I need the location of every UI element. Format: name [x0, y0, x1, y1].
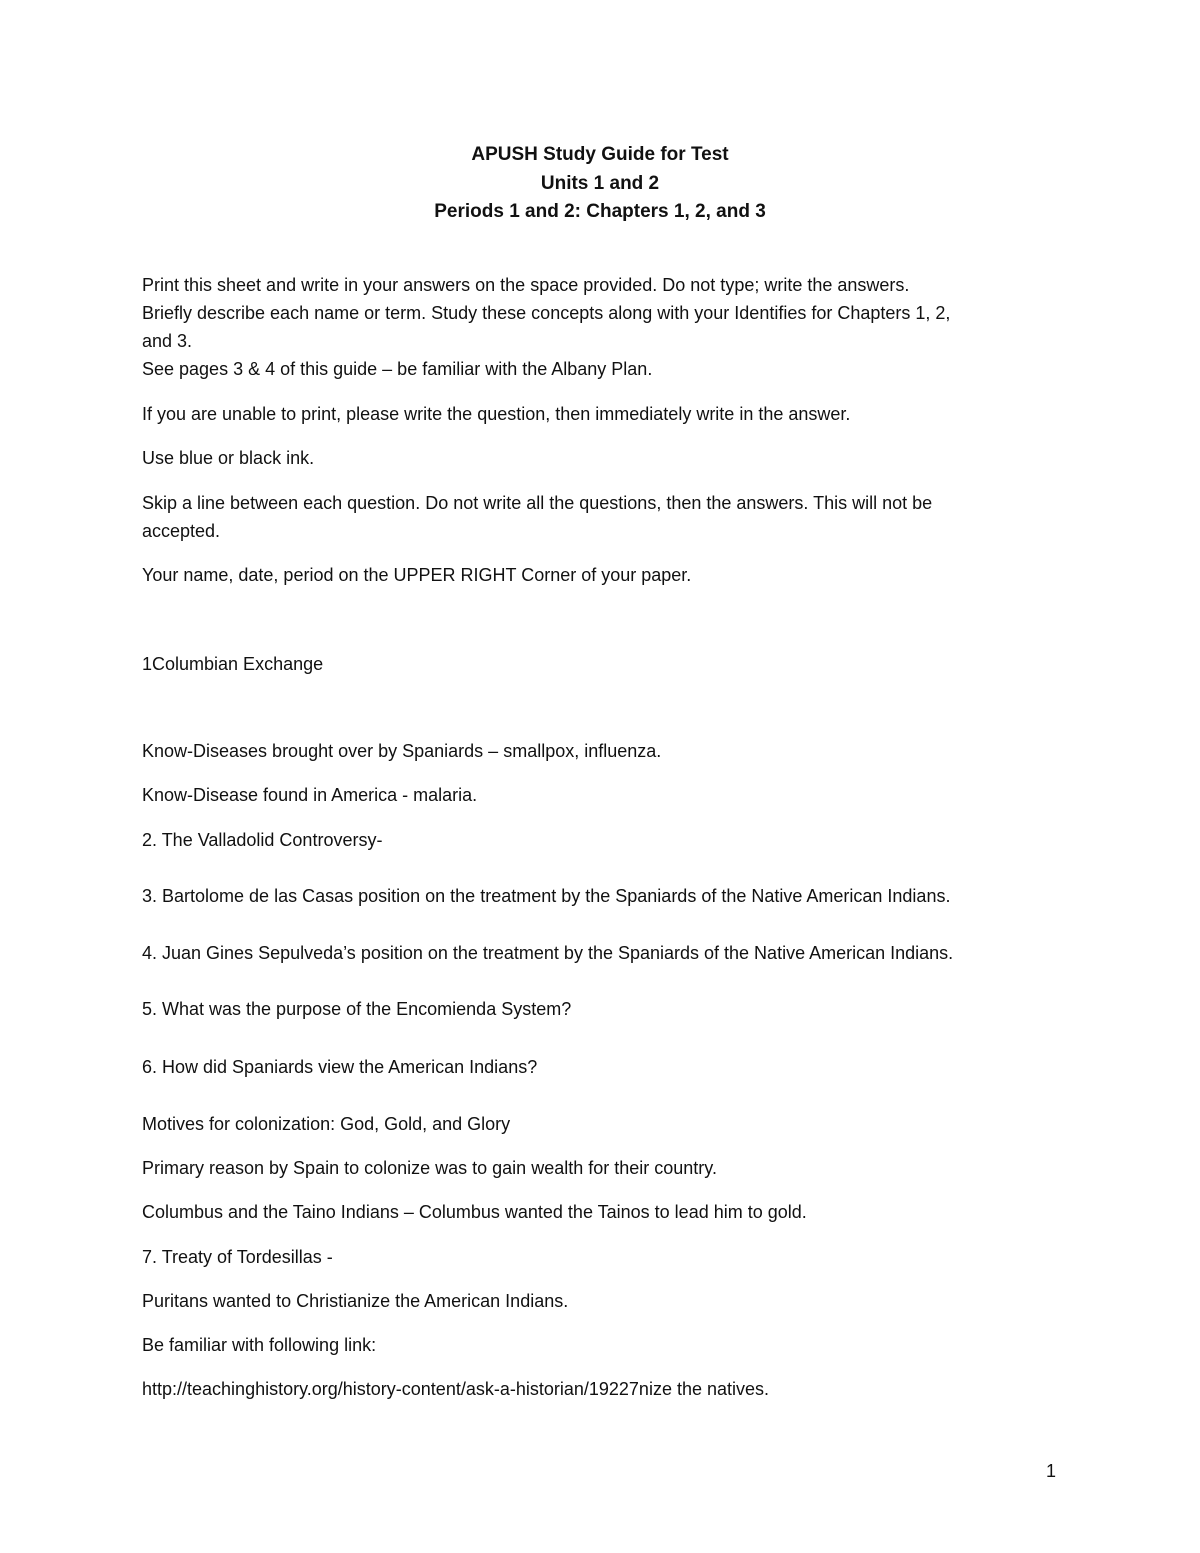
instruction-ink: Use blue or black ink. — [142, 448, 315, 468]
note-primary-reason: Primary reason by Spain to colonize was to gain wealth for their country. — [142, 1158, 717, 1178]
question-2: 2. The Valladolid Controversy- — [142, 830, 383, 850]
instruction-albany-plan: See pages 3 & 4 of this guide – be familiar with the Albany Plan. — [142, 359, 653, 379]
instruction-intro-line-1: Print this sheet and write in your answers on the space provided. Do not type; write the answers. — [142, 275, 910, 295]
question-4: 4. Juan Gines Sepulveda’s position on the treatment by the Spaniards of the Native American Indians. — [142, 943, 954, 963]
instruction-intro-line-2: Briefly describe each name or term. Study these concepts along with your Identifies for Chapters 1, 2, — [142, 303, 951, 323]
note-puritans: Puritans wanted to Christianize the American Indians. — [142, 1291, 569, 1311]
page-title: APUSH Study Guide for Test — [471, 144, 729, 165]
instruction-skip-line-2: accepted. — [142, 521, 221, 541]
question-5: 5. What was the purpose of the Encomienda System? — [142, 999, 572, 1019]
question-7: 7. Treaty of Tordesillas - — [142, 1247, 333, 1267]
question-3: 3. Bartolome de las Casas position on the treatment by the Spaniards of the Native American Indians. — [142, 886, 951, 906]
title-block — [0, 141, 1200, 227]
units-subtitle: Units 1 and 2 — [540, 172, 660, 194]
note-columbus-taino: Columbus and the Taino Indians – Columbus wanted the Tainos to lead him to gold. — [142, 1202, 807, 1222]
instruction-intro-line-3: and 3. — [142, 331, 193, 351]
page-number: 1 — [1046, 1461, 1057, 1481]
note-motives: Motives for colonization: God, Gold, and Glory — [142, 1114, 511, 1134]
periods-subtitle: Periods 1 and 2: Chapters 1, 2, and 3 — [434, 201, 766, 222]
note-diseases-spaniards: Know-Diseases brought over by Spaniards – smallpox, influenza. — [142, 741, 662, 761]
instruction-unable-to-print: If you are unable to print, please write the question, then immediately write in the answer. — [142, 404, 851, 424]
note-disease-america: Know-Disease found in America - malaria. — [142, 785, 478, 805]
instruction-skip-line-1: Skip a line between each question. Do not write all the questions, then the answers. This will not be — [142, 493, 933, 513]
reference-link: http://teachinghistory.org/history-content/ask-a-historian/19227nize the natives. — [142, 1379, 770, 1399]
instruction-name-date: Your name, date, period on the UPPER RIGHT Corner of your paper. — [142, 565, 692, 585]
note-link-intro: Be familiar with following link: — [142, 1335, 377, 1355]
question-1: 1Columbian Exchange — [142, 654, 324, 674]
question-6: 6. How did Spaniards view the American Indians? — [142, 1057, 538, 1077]
